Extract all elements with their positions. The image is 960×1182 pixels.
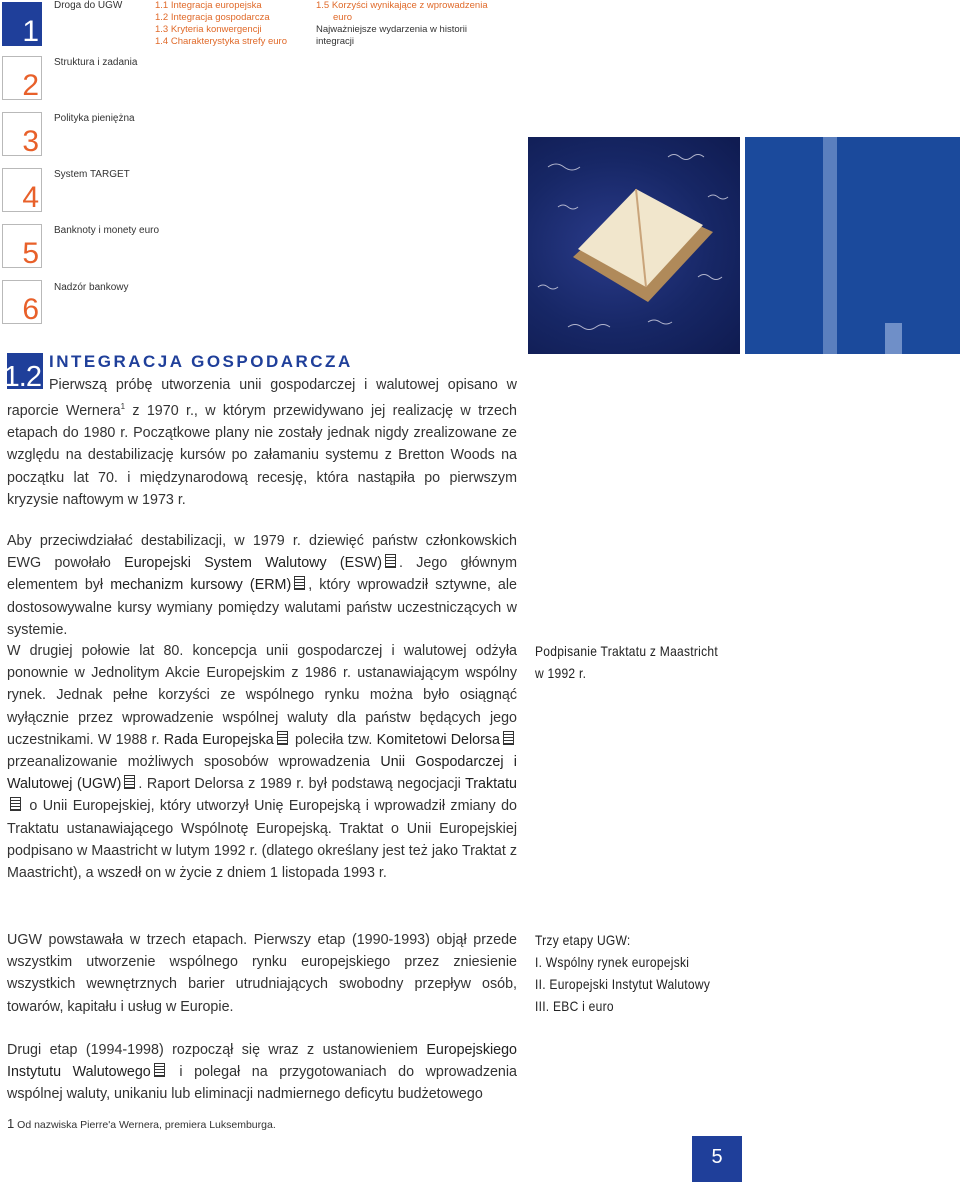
delors-committee-link[interactable]: Komitetowi Delorsa bbox=[376, 731, 500, 748]
chapter-2-label[interactable]: Struktura i zadania bbox=[54, 57, 138, 68]
document-icon[interactable] bbox=[10, 797, 21, 811]
ems-link[interactable]: Europejski System Walutowy (ESW) bbox=[124, 555, 382, 572]
document-icon[interactable] bbox=[154, 1063, 165, 1077]
stage-1: I. Wspólny rynek europejski bbox=[535, 954, 690, 970]
page-number-box bbox=[692, 1136, 742, 1182]
stage-2: II. Europejski Instytut Walutowy bbox=[535, 976, 711, 992]
chapter-6-tab[interactable] bbox=[2, 280, 42, 324]
chapter-3-number: 3 bbox=[22, 125, 39, 158]
chapter-1-label[interactable]: Droga do UGW bbox=[54, 0, 123, 11]
photo-caption: Podpisanie Traktatu z Maastricht w 1992 r. bbox=[535, 643, 718, 681]
chapter-4-number: 4 bbox=[22, 181, 39, 214]
p3-text-e: o Unii Europejskiej, który utworzył Unię Europejską i wprowadził zmiany do Traktatu ustanawiającego Wspólnotę Europejską. Traktat o Unii Europejskiej podpisano w Maastricht w lutym 1992 r. (dlatego określany jest też jako Traktat z Maastricht), a wszedł on w życie z dniem 1 listopada 1993 r. bbox=[7, 798, 517, 882]
stages-title: Trzy etapy UGW: bbox=[535, 932, 631, 948]
history-events-link[interactable]: Najważniejsze wydarzenia w historii bbox=[316, 24, 468, 35]
paragraph-2 bbox=[7, 530, 517, 641]
chapter-2-number: 2 bbox=[22, 69, 39, 102]
document-icon[interactable] bbox=[385, 554, 396, 568]
chapter-2-tab[interactable] bbox=[2, 56, 42, 100]
document-icon[interactable] bbox=[277, 731, 288, 745]
chapter-1-number: 1 bbox=[22, 15, 39, 48]
p3-text-b: poleciła tzw. bbox=[290, 731, 377, 748]
p2-text-a: Aby przeciwdziałać destabilizacji, w 1979 r. dziewięć państw członkowskich EWG powołało bbox=[7, 533, 517, 572]
chapter-5-number: 5 bbox=[22, 237, 39, 270]
chapter-4-tab[interactable] bbox=[2, 168, 42, 212]
chapter-6-number: 6 bbox=[22, 293, 39, 326]
subsection-1-5-link[interactable]: 1.5 Korzyści wynikające z wprowadzenia bbox=[316, 0, 488, 11]
subsection-1-3-link[interactable]: 1.3 Kryteria konwergencji bbox=[155, 24, 262, 35]
book-illustration bbox=[528, 137, 740, 354]
chapter-6-label[interactable]: Nadzór bankowy bbox=[54, 282, 129, 293]
footnote-ref[interactable]: 1 bbox=[120, 402, 126, 412]
p3-text-d: . Raport Delorsa z 1989 r. był podstawą negocjacji bbox=[138, 776, 466, 793]
page-number: 5 bbox=[711, 1146, 723, 1168]
p1-rest: z 1970 r., w którym przewidywano jej realizację w trzech etapach do 1980 r. Początkowe plany nie zostały jednak nigdy zrealizowane ze względu na destabilizację kursów po załamaniu systemu z Bretton Woods na początku lat 70. i międzynarodową recesję, która nastąpiła po pierwszym kryzysie naftowym w 1973 r. bbox=[7, 402, 518, 508]
p5-text-a: Drugi etap (1994-1998) rozpoczął się wraz z ustanowieniem bbox=[7, 1042, 427, 1058]
p3-text-c: przeanalizowanie możliwych sposobów wprowadzenia bbox=[7, 754, 381, 771]
decorative-square bbox=[885, 323, 902, 354]
subsection-1-5-link-cont[interactable]: euro bbox=[333, 12, 353, 23]
history-events-link-cont[interactable]: integracji bbox=[316, 36, 355, 47]
footnote bbox=[7, 1116, 276, 1131]
paragraph-4: UGW powstawała w trzech etapach. Pierwszy etap (1990-1993) objął przede wszystkim utworzenie wspólnego rynku europejskiego przez zniesienie wszystkich wewnętrznych barier utrudniających swobodny przepływ osób, towarów, kapitału i usług w Europie. bbox=[7, 932, 517, 1015]
treaty-link[interactable]: Traktatu bbox=[465, 776, 517, 793]
p5-text-b: i polegał na przygotowaniach do wprowadzenia wspólnej waluty, unikaniu lub eliminacji nadmiernego deficytu budżetowego bbox=[7, 1064, 518, 1103]
document-icon[interactable] bbox=[503, 731, 514, 745]
stage-3: III. EBC i euro bbox=[535, 998, 614, 1014]
paragraph-1 bbox=[7, 374, 517, 511]
paragraph-5 bbox=[7, 1039, 517, 1106]
maastricht-book-photo bbox=[528, 137, 740, 354]
decorative-stripe bbox=[823, 137, 837, 354]
erm-link[interactable]: mechanizm kursowy (ERM) bbox=[110, 577, 292, 594]
chapter-5-tab[interactable] bbox=[2, 224, 42, 268]
chapter-5-label[interactable]: Banknoty i monety euro bbox=[54, 225, 160, 236]
subsection-1-4-link[interactable]: 1.4 Charakterystyka strefy euro bbox=[155, 36, 287, 47]
chapter-3-label[interactable]: Polityka pieniężna bbox=[54, 113, 135, 124]
p1-text: Pierwszą próbę utworzenia unii gospodarczej i walutowej opisano w raporcie Wernera bbox=[7, 377, 517, 419]
p2-text-c: , który wprowadził sztywne, ale dostosowywalne kursy wymiany pomiędzy walutami państw uczestniczących w systemie. bbox=[7, 577, 517, 638]
document-icon[interactable] bbox=[124, 775, 135, 789]
chapter-3-tab[interactable] bbox=[2, 112, 42, 156]
section-number: 1.2 bbox=[3, 361, 41, 393]
p2-text-b: . Jego głównym elementem był bbox=[7, 555, 517, 594]
section-title: INTEGRACJA GOSPODARCZA bbox=[49, 352, 353, 371]
chapter-1-tab[interactable] bbox=[2, 2, 42, 46]
paragraph-3 bbox=[7, 640, 517, 884]
european-council-link[interactable]: Rada Europejska bbox=[163, 731, 274, 748]
document-icon[interactable] bbox=[294, 576, 305, 590]
p3-text-a: W drugiej połowie lat 80. koncepcja unii gospodarczej i walutowej odżyła ponownie w Jednolitym Akcie Europejskim z 1986 r. ustanawiającym wspólny rynek. Jednak pełne korzyści ze wspólnego rynku można było osiągnąć wyłącznie przez wprowadzenie wspólnej waluty dla państw będących jego uczestnikami. W 1988 r. bbox=[7, 643, 517, 748]
footnote-number: 1 bbox=[7, 1116, 15, 1131]
decorative-blue-panel bbox=[745, 137, 960, 354]
subsection-1-2-link[interactable]: 1.2 Integracja gospodarcza bbox=[155, 12, 270, 23]
chapter-4-label[interactable]: System TARGET bbox=[54, 169, 130, 180]
emu-link[interactable]: Unii Gospodarczej i Walutowej (UGW) bbox=[7, 754, 517, 793]
footnote-text: Od nazwiska Pierre'a Wernera, premiera Luksemburga. bbox=[17, 1119, 276, 1131]
emi-link[interactable]: Europejskiego Instytutu Walutowego bbox=[7, 1042, 517, 1081]
subsection-1-1-link[interactable]: 1.1 Integracja europejska bbox=[155, 0, 262, 11]
